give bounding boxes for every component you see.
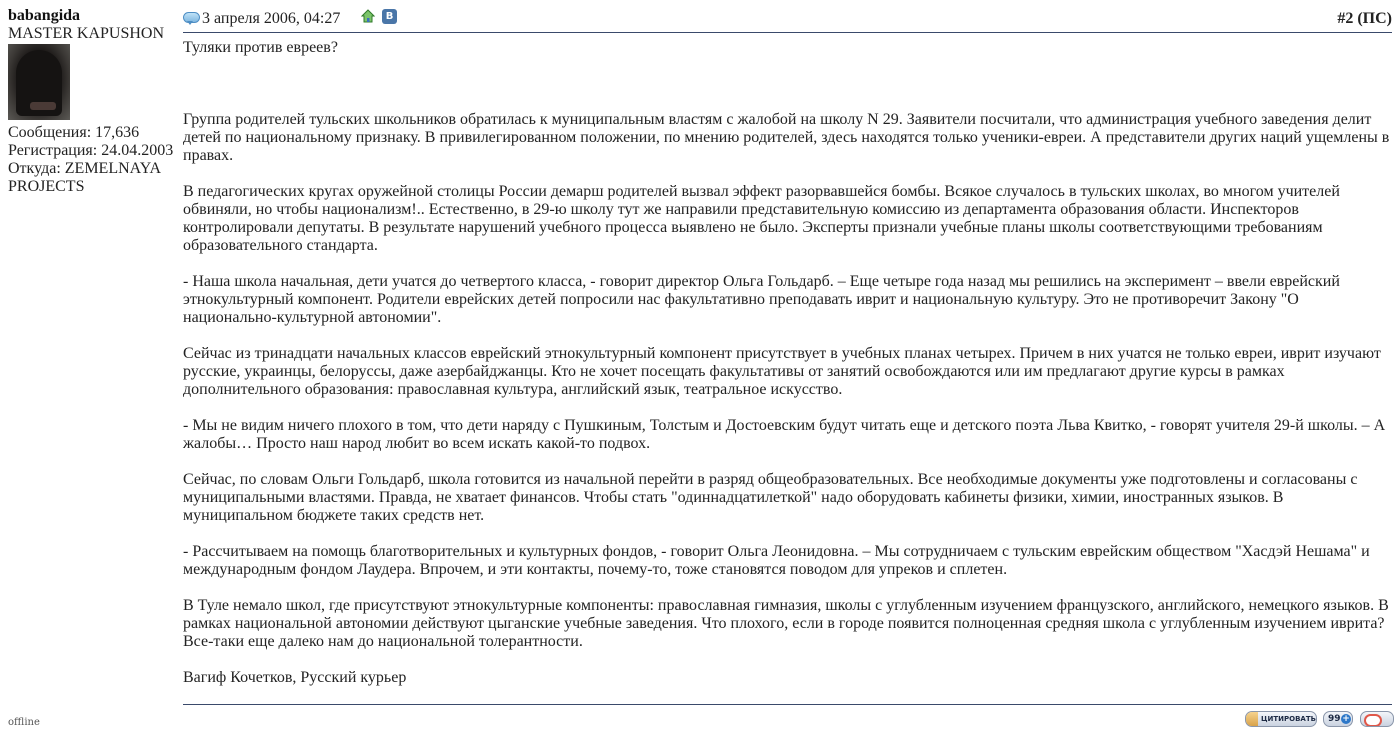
- location-line-2: PROJECTS: [8, 178, 85, 195]
- home-icon[interactable]: [361, 9, 375, 23]
- plus-icon: +: [1342, 714, 1350, 724]
- quote-button[interactable]: [1245, 711, 1317, 727]
- post-number[interactable]: [1337, 10, 1392, 28]
- user-info-panel: [8, 7, 178, 196]
- vk-profile-icon[interactable]: B: [382, 9, 397, 24]
- post-signature: Вагиф Кочетков, Русский курьер: [183, 669, 407, 686]
- post-paragraph: В Туле немало школ, где присутствуют этнокультурные компоненты: православная гимназия, школы с углубленным изучением французского, английского, немецкого языков. В рамках национальной автономии действуют цыганские учебные заведения. Что плохого, если в городе появится полноценная средняя школа с углубленным изучением иврита? Все-таки еще далеко нам до национальной толерантности.: [183, 597, 1389, 650]
- post-body: [183, 111, 1392, 687]
- post-paragraph: Группа родителей тульских школьников обратилась к муниципальным властям с жалобой на школу N 29. Заявители посчитали, что администрация учебного заведения делит детей по национальному признаку. В привилегированном положении, по мнению родителей, здесь находятся только ученики-евреи. А представители других наций ущемлены в правах.: [183, 111, 1390, 164]
- quote-button-grip-icon: [1246, 712, 1258, 726]
- post-number-suffix: (ПС): [1357, 10, 1392, 27]
- speech-bubble-icon: [183, 12, 200, 23]
- post-paragraph: Сейчас из тринадцати начальных классов еврейский этнокультурный компонент присутствует в учебных планах четырех. Причем в них учатся не только евреи, иврит изучают русские, украинцы, белоруссы, даже азербайджанцы. Кто не хочет посещать факультативы от занятий освобождаются или им предлагают другие курсы в рамках дополнительного образования: православная культура, английский язык, театральное искусство.: [183, 345, 1381, 398]
- quote-marks-icon: 99: [1328, 714, 1341, 724]
- registration-date: Регистрация: 24.04.2003: [8, 142, 174, 159]
- post-paragraph: - Мы не видим ничего плохого в том, что дети наряду с Пушкиным, Толстым и Достоевским будут читать еще и детского поэта Льва Квитко, - говорят учителя 29-й школы. – А жалобы… Просто наш народ любит во всем искать какой-то подвох.: [183, 417, 1386, 452]
- location-line-1: Откуда: ZEMELNAYA: [8, 160, 162, 177]
- multiquote-button[interactable]: [1323, 711, 1353, 727]
- reply-button[interactable]: [1360, 711, 1394, 727]
- avatar[interactable]: [8, 44, 70, 120]
- post-number-value[interactable]: #2: [1337, 10, 1354, 27]
- post-date: 3 апреля 2006, 04:27: [202, 10, 341, 27]
- reply-bubble-icon: [1364, 714, 1382, 727]
- post-header: [183, 7, 1392, 33]
- post-paragraph: Сейчас, по словам Ольги Гольдарб, школа готовится из начальной перейти в разряд общеобразовательных. Все необходимые документы уже подготовлены и согласованы с муниципальными властями. Правда, не хватает финансов. Чтобы стать "одиннадцатилеткой" надо оборудовать кабинеты физики, химии, иностранных языков. В муниципальном бюджете таких средств нет.: [183, 471, 1358, 524]
- user-title: MASTER KAPUSHON: [8, 25, 165, 42]
- post-paragraph: В педагогических кругах оружейной столицы России демарш родителей вызвал эффект разорвавшейся бомбы. Всякое случалось в тульских школах, во многом учителей обвиняли, но чтобы национализм!.. Естественно, в 29-ю школу тут же направили представительную комиссию из департамента образования области. Инспекторов контролировали депутаты. В результате нарушений учебного процесса выявлено не было. Эксперты признали учебные планы школы соответствующими требованиям образовательного стандарта.: [183, 183, 1340, 254]
- post-paragraph: - Наша школа начальная, дети учатся до четвертого класса, - говорит директор Ольга Гольдарб. – Еще четыре года назад мы решились на эксперимент – ввели еврейский этнокультурный компонент. Родители еврейских детей попросили нас факультативно преподавать иврит и национальную культуру. Это не противоречит Закону "О национально-культурной автономии".: [183, 273, 1340, 326]
- post-paragraph: - Рассчитываем на помощь благотворительных и культурных фондов, - говорит Ольга Леонидовна. – Мы сотрудничаем с тульским еврейским обществом "Хасдэй Нешама" и международным фондом Лаудера. Впрочем, и эти контакты, почему-то, тоже становятся поводом для упреков и сплетен.: [183, 543, 1370, 578]
- post-count: Сообщения: 17,636: [8, 124, 140, 141]
- post-footer-divider: [183, 704, 1392, 705]
- post-subject: Туляки против евреев?: [183, 39, 338, 56]
- username[interactable]: babangida: [8, 7, 81, 24]
- quote-button-label: ЦИТИРОВАТЬ: [1261, 715, 1316, 723]
- online-status: offline: [8, 717, 40, 728]
- post: [183, 7, 1392, 705]
